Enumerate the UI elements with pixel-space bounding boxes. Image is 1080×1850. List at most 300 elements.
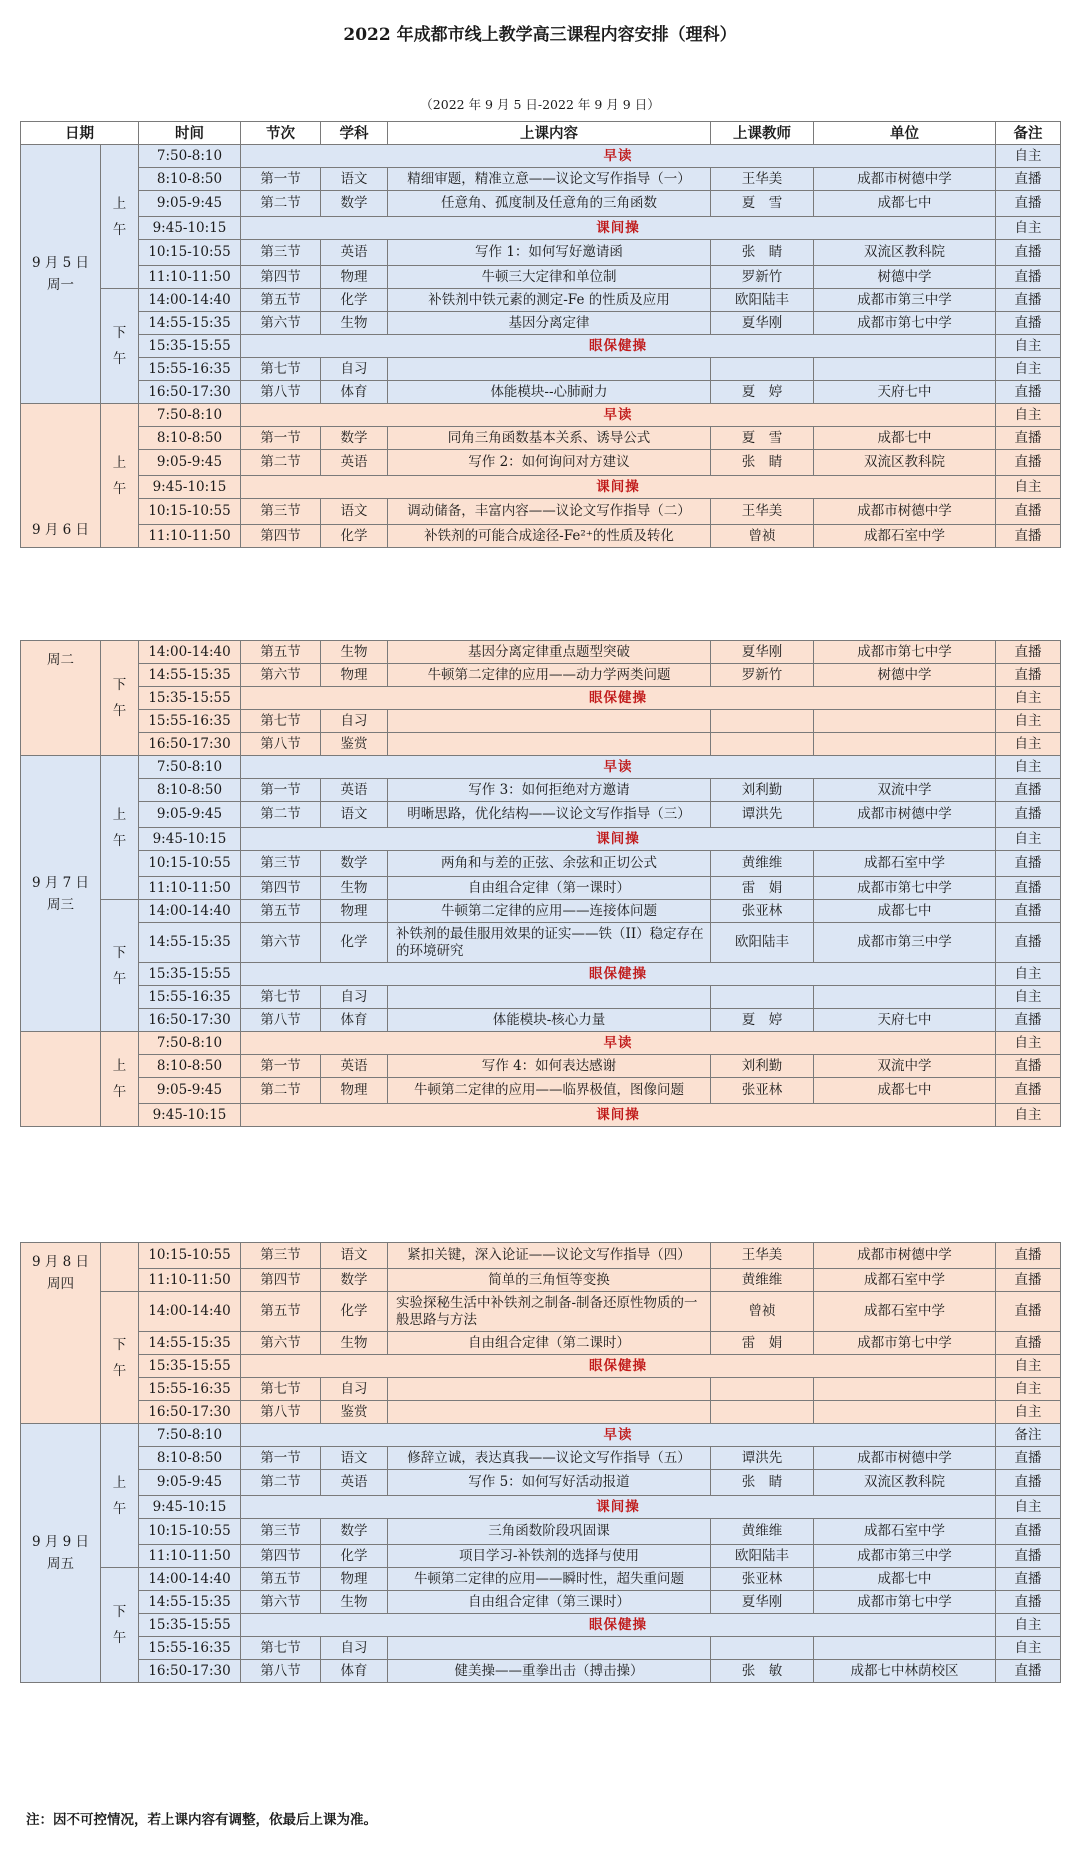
period-cell: 第五节 (241, 1568, 321, 1591)
time-cell: 9:45-10:15 (139, 476, 241, 499)
content-cell: 自由组合定律（第三课时） (388, 1591, 711, 1614)
period-cell: 第七节 (241, 1637, 321, 1660)
activity-label: 课间操 (241, 1496, 996, 1519)
time-cell: 14:00-14:40 (139, 900, 241, 923)
time-cell: 9:05-9:45 (139, 191, 241, 217)
content-cell: 牛顿第二定律的应用——动力学两类问题 (388, 664, 711, 687)
teacher-cell (711, 1637, 814, 1660)
content-cell: 精细审题，精准立意——议论文写作指导（一） (388, 168, 711, 191)
teacher-cell (711, 1378, 814, 1401)
table-header-row (21, 122, 1061, 145)
header-period: 节次 (241, 122, 321, 145)
day-cell (21, 1243, 101, 1424)
table-row (21, 289, 1061, 312)
period-cell: 第七节 (241, 710, 321, 733)
note-cell: 自主 (996, 1637, 1061, 1660)
teacher-cell: 夏 婷 (711, 1009, 814, 1032)
note-cell: 自主 (996, 358, 1061, 381)
content-cell: 基因分离定律 (388, 312, 711, 335)
content-cell (388, 1378, 711, 1401)
activity-label: 课间操 (241, 476, 996, 499)
content-cell: 项目学习-补铁剂的选择与使用 (388, 1545, 711, 1568)
day-weekday: 周二 (47, 652, 74, 668)
content-cell (388, 986, 711, 1009)
unit-cell: 树德中学 (814, 266, 996, 289)
subject-cell: 化学 (321, 289, 388, 312)
time-cell: 7:50-8:10 (139, 1032, 241, 1055)
afternoon-text: 下午 (112, 677, 127, 719)
subject-cell: 化学 (321, 1545, 388, 1568)
teacher-cell: 黄维维 (711, 851, 814, 877)
time-cell: 15:35-15:55 (139, 963, 241, 986)
table-row (21, 710, 1061, 733)
time-cell: 9:45-10:15 (139, 1496, 241, 1519)
table-row (21, 525, 1061, 548)
activity-label: 课间操 (241, 1104, 996, 1127)
header-date: 日期 (21, 122, 139, 145)
time-cell: 7:50-8:10 (139, 404, 241, 427)
table-row (21, 828, 1061, 851)
content-cell: 基因分离定律重点题型突破 (388, 641, 711, 664)
unit-cell: 成都石室中学 (814, 1519, 996, 1545)
teacher-cell: 夏华刚 (711, 1591, 814, 1614)
period-cell: 第四节 (241, 266, 321, 289)
time-cell: 14:55-15:35 (139, 664, 241, 687)
time-cell: 15:55-16:35 (139, 1378, 241, 1401)
time-cell: 15:55-16:35 (139, 358, 241, 381)
schedule-table-part-1 (20, 121, 1061, 548)
note-cell: 直播 (996, 802, 1061, 828)
morning-text: 上午 (112, 806, 127, 849)
teacher-cell: 刘利勤 (711, 779, 814, 802)
morning-label (101, 145, 139, 289)
table-row (21, 1591, 1061, 1614)
activity-label: 课间操 (241, 828, 996, 851)
teacher-cell: 张亚林 (711, 900, 814, 923)
header-content: 上课内容 (388, 122, 711, 145)
table-row (21, 240, 1061, 266)
subject-cell: 化学 (321, 1292, 388, 1332)
table-row (21, 1269, 1061, 1292)
unit-cell (814, 986, 996, 1009)
period-cell: 第三节 (241, 240, 321, 266)
table-row (21, 168, 1061, 191)
note-cell: 直播 (996, 289, 1061, 312)
content-cell: 明晰思路，优化结构——议论文写作指导（三） (388, 802, 711, 828)
unit-cell: 成都七中 (814, 427, 996, 450)
note-cell: 直播 (996, 1660, 1061, 1683)
unit-cell: 成都石室中学 (814, 1292, 996, 1332)
table-row (21, 1545, 1061, 1568)
note-cell: 直播 (996, 1009, 1061, 1032)
note-cell: 直播 (996, 1055, 1061, 1078)
table-row (21, 733, 1061, 756)
table-row (21, 450, 1061, 476)
note-cell: 直播 (996, 1243, 1061, 1269)
period-cell: 第一节 (241, 427, 321, 450)
time-cell: 15:55-16:35 (139, 710, 241, 733)
table-row (21, 499, 1061, 525)
morning-text: 上午 (112, 454, 127, 497)
table-row (21, 900, 1061, 923)
table-row (21, 1637, 1061, 1660)
subject-cell: 自习 (321, 1637, 388, 1660)
subject-cell: 自习 (321, 358, 388, 381)
unit-cell: 成都石室中学 (814, 525, 996, 548)
afternoon-label (101, 641, 139, 756)
time-cell: 7:50-8:10 (139, 1424, 241, 1447)
activity-label: 课间操 (241, 217, 996, 240)
note-cell: 自主 (996, 217, 1061, 240)
table-row (21, 1355, 1061, 1378)
time-cell: 9:45-10:15 (139, 217, 241, 240)
table-row (21, 802, 1061, 828)
period-cell: 第四节 (241, 525, 321, 548)
teacher-cell: 夏 雪 (711, 191, 814, 217)
time-cell: 14:55-15:35 (139, 1332, 241, 1355)
time-cell: 14:55-15:35 (139, 923, 241, 963)
subject-cell: 物理 (321, 266, 388, 289)
time-cell: 9:05-9:45 (139, 450, 241, 476)
teacher-cell (711, 986, 814, 1009)
period-cell: 第八节 (241, 1401, 321, 1424)
subject-cell: 英语 (321, 1055, 388, 1078)
teacher-cell: 张亚林 (711, 1078, 814, 1104)
time-cell: 10:15-10:55 (139, 851, 241, 877)
unit-cell: 成都七中林荫校区 (814, 1660, 996, 1683)
unit-cell: 双流中学 (814, 1055, 996, 1078)
note-cell: 直播 (996, 1568, 1061, 1591)
table-row (21, 381, 1061, 404)
header-note: 备注 (996, 122, 1061, 145)
note-cell: 自主 (996, 828, 1061, 851)
note-cell: 自主 (996, 1355, 1061, 1378)
unit-cell: 成都市树德中学 (814, 499, 996, 525)
time-cell: 8:10-8:50 (139, 1447, 241, 1470)
content-cell: 写作 3：如何拒绝对方邀请 (388, 779, 711, 802)
table-row (21, 779, 1061, 802)
day-weekday: 周四 (47, 1276, 74, 1292)
time-cell: 14:00-14:40 (139, 289, 241, 312)
schedule-table-part-3 (20, 1242, 1061, 1683)
unit-cell: 天府七中 (814, 1009, 996, 1032)
teacher-cell: 夏 雪 (711, 427, 814, 450)
teacher-cell: 谭洪先 (711, 802, 814, 828)
note-cell: 直播 (996, 1519, 1061, 1545)
table-row (21, 1424, 1061, 1447)
content-cell (388, 1401, 711, 1424)
unit-cell: 成都七中 (814, 1568, 996, 1591)
subject-cell: 物理 (321, 1078, 388, 1104)
table-row (21, 1660, 1061, 1683)
table-row (21, 1447, 1061, 1470)
note-cell: 直播 (996, 1332, 1061, 1355)
day-weekday: 周五 (47, 1556, 74, 1572)
day-cell (21, 641, 101, 756)
period-cell: 第二节 (241, 191, 321, 217)
unit-cell: 成都市树德中学 (814, 1243, 996, 1269)
period-cell: 第七节 (241, 358, 321, 381)
table-row (21, 1519, 1061, 1545)
unit-cell (814, 1378, 996, 1401)
teacher-cell: 雷 娟 (711, 877, 814, 900)
unit-cell (814, 1401, 996, 1424)
time-cell: 14:00-14:40 (139, 1292, 241, 1332)
content-cell (388, 358, 711, 381)
subject-cell: 生物 (321, 641, 388, 664)
note-cell: 直播 (996, 240, 1061, 266)
afternoon-label (101, 1568, 139, 1683)
subject-cell: 物理 (321, 1568, 388, 1591)
table-row (21, 358, 1061, 381)
period-cell: 第七节 (241, 986, 321, 1009)
time-cell: 7:50-8:10 (139, 756, 241, 779)
note-cell: 直播 (996, 450, 1061, 476)
content-cell: 补铁剂中铁元素的测定-Fe 的性质及应用 (388, 289, 711, 312)
footnote: 注：因不可控情况，若上课内容有调整，依最后上课为准。 (26, 1812, 377, 1828)
note-cell: 自主 (996, 1032, 1061, 1055)
note-cell: 自主 (996, 733, 1061, 756)
teacher-cell: 夏华刚 (711, 641, 814, 664)
time-cell: 9:05-9:45 (139, 1078, 241, 1104)
morning-label (101, 1243, 139, 1292)
header-subject: 学科 (321, 122, 388, 145)
subject-cell: 自习 (321, 1378, 388, 1401)
activity-label: 早读 (241, 145, 996, 168)
subject-cell: 自习 (321, 986, 388, 1009)
period-cell: 第三节 (241, 851, 321, 877)
teacher-cell: 谭洪先 (711, 1447, 814, 1470)
content-cell: 写作 2：如何询问对方建议 (388, 450, 711, 476)
time-cell: 14:00-14:40 (139, 641, 241, 664)
time-cell: 11:10-11:50 (139, 1269, 241, 1292)
table-row (21, 1378, 1061, 1401)
unit-cell (814, 710, 996, 733)
teacher-cell: 欧阳陆丰 (711, 923, 814, 963)
note-cell: 自主 (996, 1378, 1061, 1401)
time-cell: 10:15-10:55 (139, 499, 241, 525)
subject-cell: 化学 (321, 923, 388, 963)
teacher-cell: 张 敏 (711, 1660, 814, 1683)
period-cell: 第二节 (241, 1470, 321, 1496)
day-weekday: 周三 (47, 896, 74, 913)
time-cell: 14:55-15:35 (139, 1591, 241, 1614)
subject-cell: 生物 (321, 877, 388, 900)
table-row (21, 756, 1061, 779)
teacher-cell: 张 睛 (711, 450, 814, 476)
morning-label (101, 756, 139, 900)
table-row (21, 1332, 1061, 1355)
activity-label: 眼保健操 (241, 335, 996, 358)
subject-cell: 化学 (321, 525, 388, 548)
note-cell: 自主 (996, 1614, 1061, 1637)
table-row (21, 923, 1061, 963)
period-cell: 第八节 (241, 1009, 321, 1032)
period-cell: 第一节 (241, 168, 321, 191)
time-cell: 11:10-11:50 (139, 266, 241, 289)
time-cell: 10:15-10:55 (139, 240, 241, 266)
unit-cell (814, 358, 996, 381)
unit-cell: 成都市树德中学 (814, 1447, 996, 1470)
teacher-cell (711, 733, 814, 756)
time-cell: 11:10-11:50 (139, 1545, 241, 1568)
note-cell: 直播 (996, 1545, 1061, 1568)
activity-label: 眼保健操 (241, 1355, 996, 1378)
content-cell: 牛顿三大定律和单位制 (388, 266, 711, 289)
content-cell: 写作 4：如何表达感谢 (388, 1055, 711, 1078)
unit-cell: 双流区教科院 (814, 1470, 996, 1496)
period-cell: 第二节 (241, 1078, 321, 1104)
time-cell: 16:50-17:30 (139, 1660, 241, 1683)
time-cell: 8:10-8:50 (139, 427, 241, 450)
table-row (21, 335, 1061, 358)
unit-cell (814, 1637, 996, 1660)
note-cell: 直播 (996, 1470, 1061, 1496)
activity-label: 早读 (241, 1424, 996, 1447)
content-cell (388, 710, 711, 733)
table-row (21, 266, 1061, 289)
unit-cell: 成都市第三中学 (814, 1545, 996, 1568)
unit-cell: 成都七中 (814, 1078, 996, 1104)
teacher-cell: 罗新竹 (711, 664, 814, 687)
table-row (21, 1568, 1061, 1591)
subject-cell: 英语 (321, 240, 388, 266)
day-date: 9 月 6 日 (31, 522, 90, 538)
day-cell (21, 145, 101, 404)
afternoon-text: 下午 (112, 1604, 127, 1646)
table-row (21, 1032, 1061, 1055)
time-cell: 9:05-9:45 (139, 802, 241, 828)
teacher-cell: 张 睛 (711, 1470, 814, 1496)
day-cell (21, 1032, 101, 1127)
subject-cell: 语文 (321, 802, 388, 828)
time-cell: 10:15-10:55 (139, 1243, 241, 1269)
teacher-cell: 欧阳陆丰 (711, 1545, 814, 1568)
period-cell: 第六节 (241, 1332, 321, 1355)
header-time: 时间 (139, 122, 241, 145)
note-cell: 直播 (996, 641, 1061, 664)
note-cell: 自主 (996, 687, 1061, 710)
teacher-cell: 王华美 (711, 168, 814, 191)
day-cell (21, 404, 101, 548)
note-cell: 直播 (996, 1292, 1061, 1332)
table-row (21, 145, 1061, 168)
table-row (21, 1292, 1061, 1332)
day-date: 9 月 7 日 (31, 874, 90, 891)
note-cell: 直播 (996, 1447, 1061, 1470)
note-cell: 直播 (996, 381, 1061, 404)
period-cell: 第六节 (241, 1591, 321, 1614)
period-cell: 第六节 (241, 923, 321, 963)
note-cell: 直播 (996, 266, 1061, 289)
time-cell: 15:55-16:35 (139, 1637, 241, 1660)
unit-cell: 成都市树德中学 (814, 802, 996, 828)
morning-label (101, 404, 139, 548)
table-row (21, 877, 1061, 900)
note-cell: 直播 (996, 851, 1061, 877)
table-row (21, 1470, 1061, 1496)
teacher-cell: 黄维维 (711, 1519, 814, 1545)
afternoon-label (101, 1292, 139, 1424)
period-cell: 第六节 (241, 312, 321, 335)
period-cell: 第八节 (241, 381, 321, 404)
subject-cell: 英语 (321, 450, 388, 476)
note-cell: 自主 (996, 476, 1061, 499)
note-cell: 直播 (996, 191, 1061, 217)
teacher-cell: 夏华刚 (711, 312, 814, 335)
time-cell: 14:00-14:40 (139, 1568, 241, 1591)
table-row (21, 1055, 1061, 1078)
subject-cell: 鉴赏 (321, 1401, 388, 1424)
period-cell: 第五节 (241, 1292, 321, 1332)
table-row (21, 1243, 1061, 1269)
note-cell: 直播 (996, 525, 1061, 548)
content-cell: 简单的三角恒等变换 (388, 1269, 711, 1292)
note-cell: 直播 (996, 427, 1061, 450)
period-cell: 第四节 (241, 877, 321, 900)
content-cell: 紧扣关键，深入论证——议论文写作指导（四） (388, 1243, 711, 1269)
period-cell: 第五节 (241, 641, 321, 664)
note-cell: 自主 (996, 986, 1061, 1009)
content-cell: 两角和与差的正弦、余弦和正切公式 (388, 851, 711, 877)
unit-cell: 成都市第七中学 (814, 641, 996, 664)
table-row (21, 1009, 1061, 1032)
teacher-cell: 黄维维 (711, 1269, 814, 1292)
note-cell: 直播 (996, 499, 1061, 525)
note-cell: 直播 (996, 877, 1061, 900)
period-cell: 第五节 (241, 289, 321, 312)
activity-label: 早读 (241, 1032, 996, 1055)
unit-cell: 成都市第七中学 (814, 1332, 996, 1355)
unit-cell: 成都七中 (814, 900, 996, 923)
time-cell: 9:45-10:15 (139, 828, 241, 851)
day-weekday: 周一 (47, 277, 74, 293)
unit-cell: 成都市第七中学 (814, 1591, 996, 1614)
teacher-cell: 夏 婷 (711, 381, 814, 404)
unit-cell: 双流区教科院 (814, 240, 996, 266)
content-cell (388, 733, 711, 756)
content-cell: 写作 5：如何写好活动报道 (388, 1470, 711, 1496)
teacher-cell: 欧阳陆丰 (711, 289, 814, 312)
time-cell: 8:10-8:50 (139, 779, 241, 802)
subject-cell: 语文 (321, 499, 388, 525)
day-date: 9 月 5 日 (31, 255, 90, 271)
time-cell: 15:35-15:55 (139, 1614, 241, 1637)
morning-label (101, 1032, 139, 1127)
day-cell (21, 1424, 101, 1683)
subject-cell: 语文 (321, 1447, 388, 1470)
table-row (21, 687, 1061, 710)
subject-cell: 英语 (321, 779, 388, 802)
teacher-cell: 张亚林 (711, 1568, 814, 1591)
period-cell: 第八节 (241, 733, 321, 756)
subject-cell: 语文 (321, 1243, 388, 1269)
subject-cell: 数学 (321, 191, 388, 217)
content-cell: 写作 1：如何写好邀请函 (388, 240, 711, 266)
header-teacher: 上课教师 (711, 122, 814, 145)
note-cell: 直播 (996, 779, 1061, 802)
time-cell: 10:15-10:55 (139, 1519, 241, 1545)
content-cell: 三角函数阶段巩固课 (388, 1519, 711, 1545)
period-cell: 第三节 (241, 1519, 321, 1545)
teacher-cell: 雷 娟 (711, 1332, 814, 1355)
morning-text: 上午 (112, 1058, 127, 1100)
table-row (21, 404, 1061, 427)
note-cell: 直播 (996, 664, 1061, 687)
note-cell: 自主 (996, 710, 1061, 733)
table-row (21, 476, 1061, 499)
unit-cell: 成都市第七中学 (814, 877, 996, 900)
